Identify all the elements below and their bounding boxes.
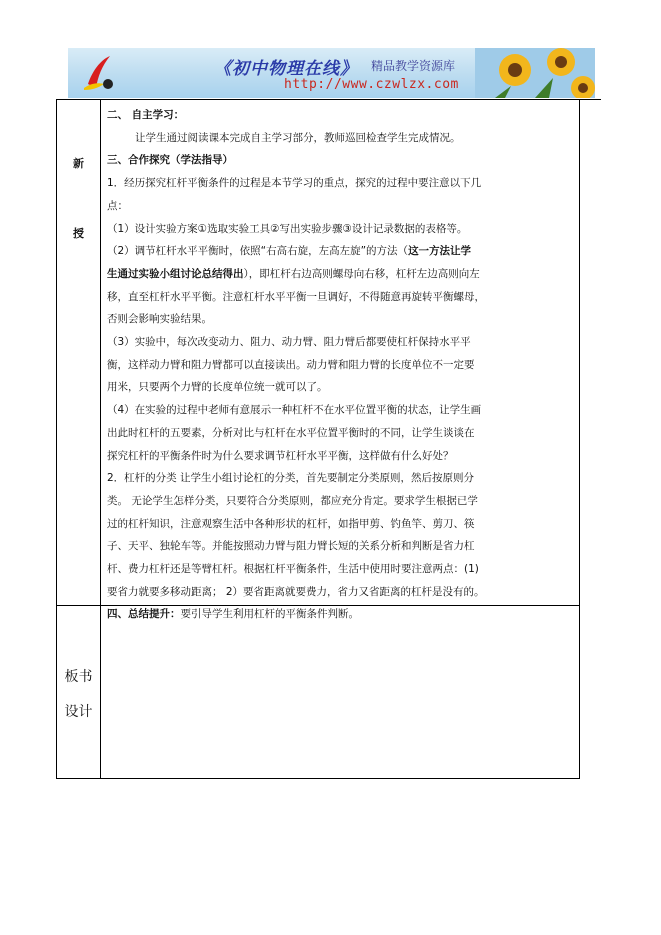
header-banner <box>68 48 595 98</box>
paragraph: 过的杠杆知识，注意观察生活中各种形状的杠杆，如指甲剪、钓鱼竿、剪刀、筷 <box>107 517 475 530</box>
section-self-study-heading: 二、 自主学习： <box>107 109 185 121</box>
table-top-extension <box>579 99 601 100</box>
paragraph: 类。 无论学生怎样分类，只要符合分类原则，都应充分肯定。要求学生根据已学 <box>107 494 478 507</box>
paragraph: 移，直至杠杆水平平衡。注意杠杆水平平衡一旦调好，不得随意再旋转平衡螺母， <box>107 290 485 303</box>
label-xin: 新 <box>73 157 84 170</box>
label-shou: 授 <box>73 227 84 240</box>
paragraph: （1）设计实验方案①选取实验工具②写出实验步骤③设计记录数据的表格等。 <box>107 222 468 235</box>
paragraph: （4）在实验的过程中老师有意展示一种杠杆不在水平位置平衡的状态，让学生画 <box>107 404 482 417</box>
banner-title: 《初中物理在线》 <box>214 59 358 79</box>
banner-subtitle: 精品教学资源库 <box>371 59 456 73</box>
lesson-table <box>56 99 580 779</box>
paragraph: 衡，这样动力臂和阻力臂都可以直接读出。动力臂和阻力臂的长度单位不一定要 <box>107 358 475 371</box>
bold-text: 生通过实验小组讨论总结得出 <box>107 267 244 280</box>
sunflower-icon <box>475 48 595 98</box>
paragraph <box>107 263 577 286</box>
paragraph <box>107 603 577 626</box>
logo-icon <box>82 54 116 92</box>
paragraph: （3）实验中，每次改变动力、阻力、动力臂、阻力臂后都要使杠杆保持水平平 <box>107 336 471 349</box>
bold-text: 这一方法让学 <box>408 245 472 258</box>
column-divider <box>100 100 101 778</box>
paragraph: 杆、费力杠杆还是等臂杠杆。根据杠杆平衡条件，生活中使用时要注意两点：(1) <box>107 563 479 576</box>
paragraph: 要省力就要多移动距离； 2）要省距离就要费力，省力又省距离的杠杆是没有的。 <box>107 585 485 598</box>
label-board-2: 设计 <box>64 704 93 720</box>
paragraph: 1．经历探究杠杆平衡条件的过程是本节学习的重点，探究的过程中要注意以下几 <box>107 177 482 190</box>
paragraph: 否则会影响实验结果。 <box>107 313 212 326</box>
paragraph: 子、天平、独轮车等。并能按照动力臂与阻力臂长短的关系分析和判断是省力杠 <box>107 540 475 553</box>
section-summary-heading: 四、总结提升： <box>107 608 181 621</box>
paragraph <box>107 240 577 263</box>
paragraph: 让学生通过阅读课本完成自主学习部分，教师巡回检查学生完成情况。 <box>135 131 461 144</box>
section-cooperative-heading: 三、合作探究（学法指导） <box>107 154 233 167</box>
paragraph: 2．杠杆的分类 让学生小组讨论杠的分类，首先要制定分类原则，然后按原则分 <box>107 472 475 485</box>
banner-url: http://www.czwlzx.com <box>284 77 459 92</box>
paragraph: 点： <box>107 199 128 212</box>
text: （2）调节杠杆水平平衡时，依照“右高右旋，左高左旋”的方法（ <box>107 245 409 258</box>
paragraph: 用米，只要两个力臂的长度单位统一就可以了。 <box>107 381 328 394</box>
text: ），即杠杆右边高则螺母向右移，杠杆左边高则向左 <box>243 267 480 280</box>
paragraph: 探究杠杆的平衡条件时为什么要求调节杠杆水平平衡，这样做有什么好处？ <box>107 449 454 462</box>
text: 要引导学生利用杠杆的平衡条件判断。 <box>180 608 359 621</box>
paragraph: 出此时杠杆的五要素，分析对比与杠杆在水平位置平衡时的不同，让学生谈谈在 <box>107 426 475 439</box>
label-board-1: 板书 <box>64 669 93 685</box>
teaching-content <box>107 104 577 626</box>
